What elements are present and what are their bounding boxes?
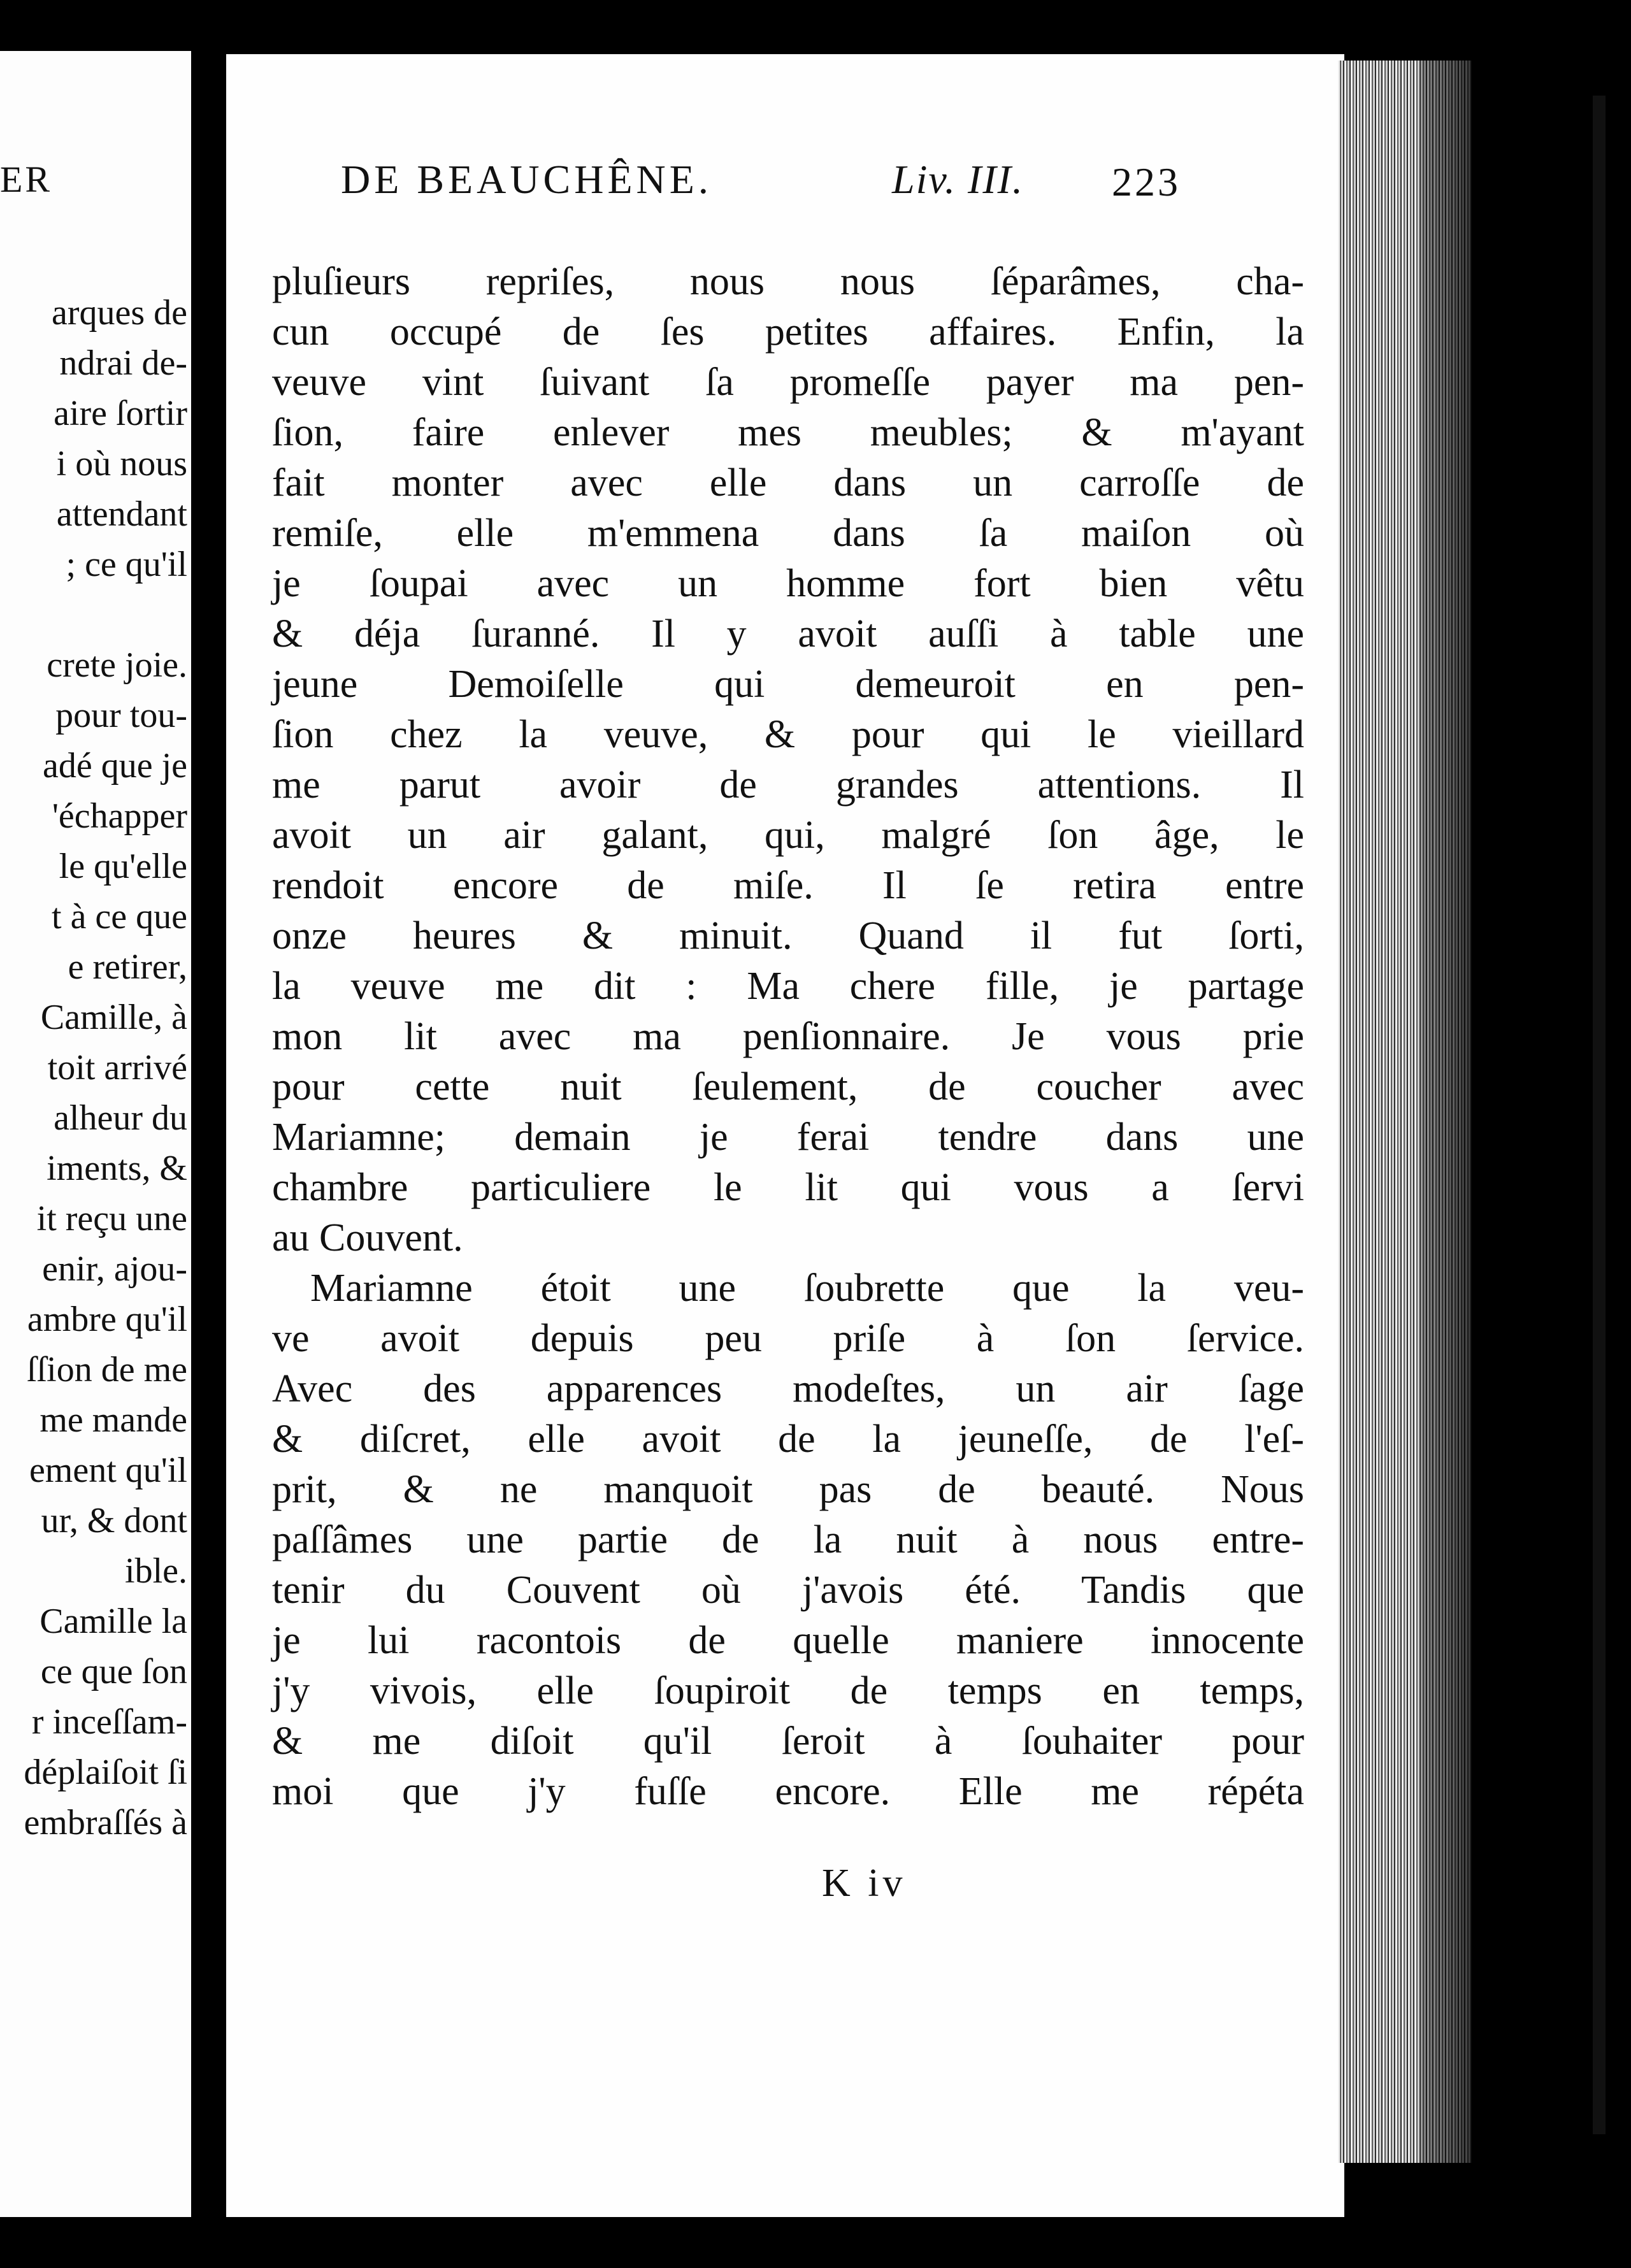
text-line: avoit un air galant, qui, malgré ſon âge, le — [272, 814, 1304, 857]
left-page-line: le qu'elle — [59, 847, 187, 886]
left-page-line: i où nous — [56, 444, 187, 484]
text-line: ſion chez la veuve, & pour qui le vieillard — [272, 713, 1304, 756]
left-page-line: r inceſſam- — [31, 1702, 187, 1742]
left-page-line: toit arrivé — [47, 1048, 187, 1087]
left-page-line: t à ce que — [52, 897, 187, 937]
text-line: rendoit encore de miſe. Il ſe retira entre — [272, 864, 1304, 907]
left-page-line: ement qu'il — [29, 1451, 187, 1490]
running-head-title: DE BEAUCHÊNE. — [341, 157, 712, 202]
running-head — [341, 156, 1297, 213]
text-line: la veuve me dit : Ma chere fille, je partage — [272, 965, 1304, 1008]
left-page-line: adé que je — [43, 746, 187, 786]
left-running-head: ER — [0, 159, 53, 200]
left-page-line: iments, & — [47, 1149, 187, 1188]
text-line: prit, & ne manquoit pas de beauté. Nous — [272, 1468, 1304, 1511]
left-page-line: enir, ajou- — [42, 1249, 187, 1289]
text-line: mon lit avec ma penſionnaire. Je vous prie — [272, 1015, 1304, 1058]
left-page-line: ndrai de- — [59, 343, 187, 383]
text-line: moi que j'y fuſſe encore. Elle me répéta — [272, 1770, 1304, 1813]
text-line: & diſcret, elle avoit de la jeuneſſe, de l'eſ- — [272, 1418, 1304, 1461]
left-page-line: crete joie. — [47, 645, 187, 685]
left-page-line: attendant — [56, 494, 187, 534]
text-line: & déja ſuranné. Il y avoit auſſi à table une — [272, 612, 1304, 656]
left-page-line: alheur du — [54, 1098, 187, 1138]
text-line: veuve vint ſuivant ſa promeſſe payer ma pen- — [272, 361, 1304, 404]
text-line: je ſoupai avec un homme fort bien vêtu — [272, 562, 1304, 605]
text-line: cun occupé de ſes petites affaires. Enfin, la — [272, 310, 1304, 354]
text-line: Avec des apparences modeſtes, un air ſage — [272, 1367, 1304, 1410]
text-line: chambre particuliere le lit qui vous a ſervi — [272, 1166, 1304, 1209]
left-page-line: e retirer, — [68, 947, 187, 987]
left-page-line: Camille, à — [40, 998, 187, 1037]
left-page-line: ible. — [125, 1551, 187, 1591]
left-page-line: déplaiſoit ſi — [24, 1753, 187, 1792]
left-page-line: ur, & dont — [41, 1501, 187, 1540]
text-line: au Couvent. — [272, 1216, 463, 1260]
left-page-line: ce que ſon — [40, 1652, 187, 1691]
body-text — [272, 257, 1304, 1817]
text-line: ſion, faire enlever mes meubles; & m'ayant — [272, 411, 1304, 454]
left-page-line: aire ſortir — [54, 394, 187, 433]
text-line: fait monter avec elle dans un carroſſe de — [272, 461, 1304, 505]
right-page — [226, 54, 1344, 2217]
signature-mark: K iv — [822, 1862, 907, 1905]
left-page-line: ſſion de me — [27, 1350, 187, 1389]
left-page — [0, 51, 191, 2217]
book-edge — [1593, 96, 1606, 2134]
left-page-line: me mande — [40, 1400, 187, 1440]
left-page-line: 'échapper — [52, 796, 187, 836]
text-line: ve avoit depuis peu priſe à ſon ſervice. — [272, 1317, 1304, 1360]
left-page-line: Camille la — [40, 1602, 187, 1641]
text-line: je lui racontois de quelle maniere innocente — [272, 1619, 1304, 1662]
left-page-line: ; ce qu'il — [66, 545, 187, 584]
left-page-line: embraſſés à — [24, 1803, 187, 1842]
text-line: j'y vivois, elle ſoupiroit de temps en temps, — [272, 1669, 1304, 1712]
text-line: pour cette nuit ſeulement, de coucher avec — [272, 1065, 1304, 1109]
left-page-line: arques de — [51, 293, 187, 333]
text-line: onze heures & minuit. Quand il fut ſorti, — [272, 914, 1304, 958]
left-page-line: pour tou- — [55, 696, 187, 735]
left-page-line: it reçu une — [36, 1199, 187, 1238]
running-head-book: Liv. III. — [892, 157, 1024, 202]
text-line: tenir du Couvent où j'avois été. Tandis que — [272, 1568, 1304, 1612]
text-line: remiſe, elle m'emmena dans ſa maiſon où — [272, 512, 1304, 555]
text-line: paſſâmes une partie de la nuit à nous entre- — [272, 1518, 1304, 1561]
left-page-line: ambre qu'il — [27, 1300, 187, 1339]
text-line: & me diſoit qu'il ſeroit à ſouhaiter pour — [272, 1719, 1304, 1763]
text-line: Mariamne; demain je ferai tendre dans une — [272, 1116, 1304, 1159]
text-line: Mariamne étoit une ſoubrette que la veu- — [310, 1267, 1304, 1310]
left-page-text — [24, 288, 187, 1848]
page-number: 223 — [1112, 159, 1181, 205]
text-line: pluſieurs repriſes, nous nous ſéparâmes, cha- — [272, 260, 1304, 303]
text-line: me parut avoir de grandes attentions. Il — [272, 763, 1304, 807]
left-page-line — [24, 590, 187, 640]
gutter — [191, 38, 229, 2230]
text-line: jeune Demoiſelle qui demeuroit en pen- — [272, 663, 1304, 706]
